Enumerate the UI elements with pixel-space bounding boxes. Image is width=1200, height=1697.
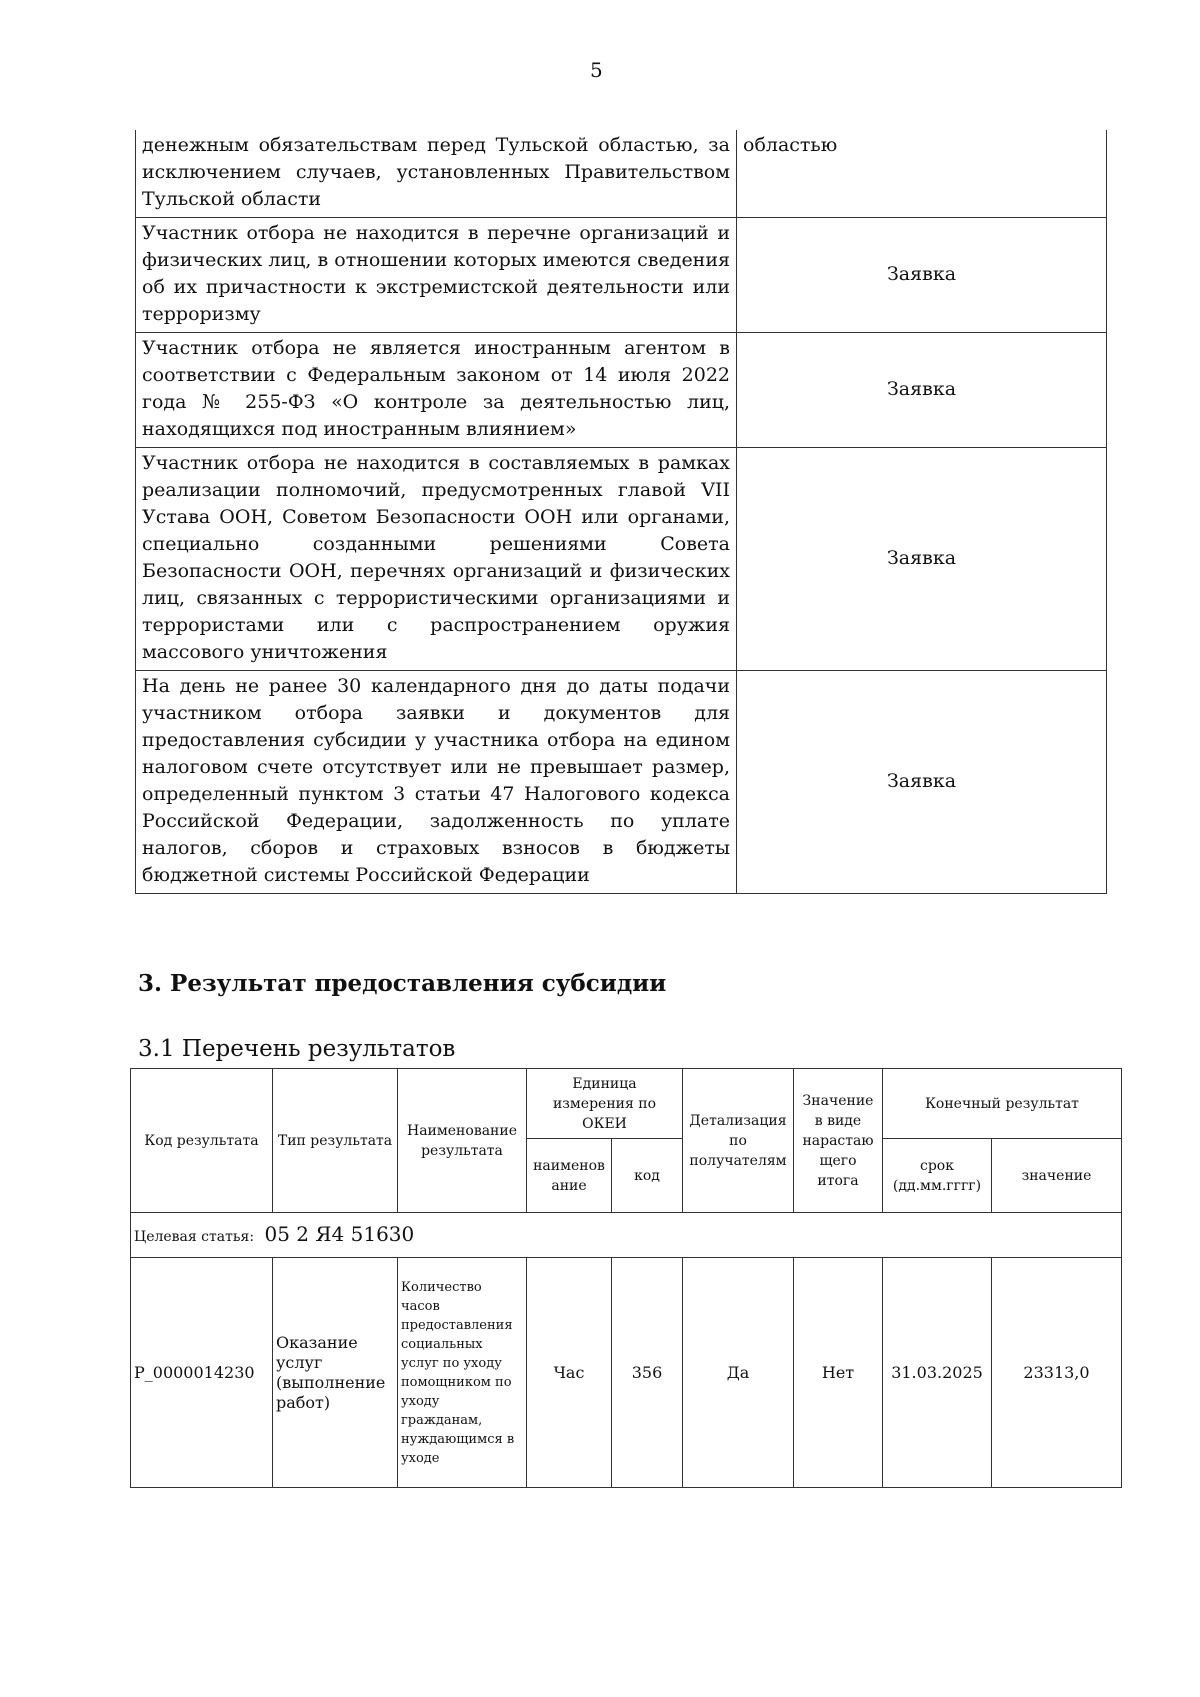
table-row	[136, 333, 1107, 448]
requirements-table	[135, 130, 1107, 894]
detail-value: Да	[683, 1258, 794, 1488]
document-cell: областью	[737, 130, 1107, 218]
header-final-group: Конечный результат	[883, 1069, 1122, 1139]
document-cell: Заявка	[737, 671, 1107, 894]
subsection-heading: 3.1 Перечень результатов	[138, 1036, 456, 1062]
target-article-row	[131, 1213, 1122, 1258]
table-row	[136, 448, 1107, 671]
header-final-date: срок (дд.мм.гггг)	[883, 1139, 992, 1213]
cumulative-value: Нет	[794, 1258, 883, 1488]
condition-cell: денежным обязательствам перед Тульской областью, за исключением случаев, установленных Правительством Тульской области	[136, 130, 737, 218]
condition-cell: На день не ранее 30 календарного дня до даты подачи участником отбора заявки и документов для предоставления субсидии у участника отбора на едином налоговом счете отсутствует или не превышает размер, определенный пунктом 3 статьи 47 Налогового кодекса Российской Федерации, задолженность по уплате налогов, сборов и страховых взносов в бюджеты бюджетной системы Российской Федерации	[136, 671, 737, 894]
document-cell: Заявка	[737, 448, 1107, 671]
condition-cell: Участник отбора не находится в составляемых в рамках реализации полномочий, предусмотренных главой VII Устава ООН, Советом Безопасности ООН или органами, специально созданными решениями Совета Безопасности ООН, перечнях организаций и физических лиц, связанных с террористическими организациями и террористами или с распространением оружия массового уничтожения	[136, 448, 737, 671]
unit-name: Час	[527, 1258, 612, 1488]
header-unit-code: код	[612, 1139, 683, 1213]
document-cell: Заявка	[737, 333, 1107, 448]
header-code: Код результата	[131, 1069, 273, 1213]
table-row	[136, 218, 1107, 333]
results-table	[130, 1068, 1122, 1488]
header-type: Тип результата	[273, 1069, 398, 1213]
table-row	[136, 671, 1107, 894]
header-final-value: значение	[992, 1139, 1122, 1213]
section-heading: 3. Результат предоставления субсидии	[138, 970, 667, 997]
condition-cell: Участник отбора не является иностранным агентом в соответствии с Федеральным законом от 14 июля 2022 года № 255-ФЗ «О контроле за деятельностью лиц, находящихся под иностранным влиянием»	[136, 333, 737, 448]
final-date: 31.03.2025	[883, 1258, 992, 1488]
header-unit-name: наименов ание	[527, 1139, 612, 1213]
header-unit-group: Единица измерения по ОКЕИ	[527, 1069, 683, 1139]
header-detail: Детализация по получателям	[683, 1069, 794, 1213]
header-cumulative: Значение в виде нарастаю щего итога	[794, 1069, 883, 1213]
header-name: Наименование результата	[398, 1069, 527, 1213]
document-cell: Заявка	[737, 218, 1107, 333]
page-number: 5	[590, 58, 603, 82]
result-type: Оказание услуг (выполнение работ)	[273, 1258, 398, 1488]
result-name: Количество часов предоставления социальных услуг по уходу помощником по уходу гражданам, нуждающимся в уходе	[398, 1258, 527, 1488]
target-code: 05 2 Я4 51630	[264, 1221, 415, 1246]
unit-code: 356	[612, 1258, 683, 1488]
target-article-cell	[131, 1213, 1122, 1258]
table-row	[131, 1258, 1122, 1488]
target-label: Целевая статья:	[134, 1228, 255, 1245]
table-row	[136, 130, 1107, 218]
result-code: P_0000014230	[131, 1258, 273, 1488]
condition-cell: Участник отбора не находится в перечне организаций и физических лиц, в отношении которых имеются сведения об их причастности к экстремистской деятельности или терроризму	[136, 218, 737, 333]
final-value: 23313,0	[992, 1258, 1122, 1488]
header-row	[131, 1069, 1122, 1139]
